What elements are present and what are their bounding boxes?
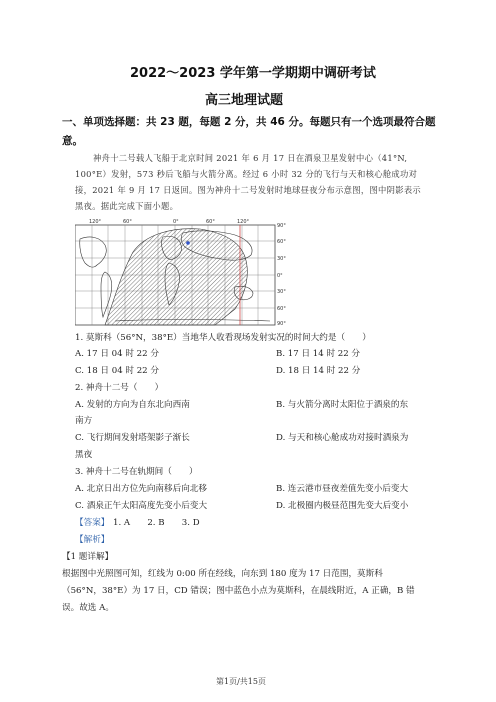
passage-line: 黑夜。据此完成下面小题。 [75, 201, 179, 211]
lat-label: 30° [277, 289, 286, 295]
q3-option-b: B. 连云港市昼夜差值先变小后变大 [276, 484, 409, 494]
day-night-map [75, 217, 287, 327]
lat-label: 60° [277, 239, 286, 245]
q2-option-b: B. 与火箭分离时太阳位于酒泉的东 [276, 400, 409, 410]
q3-option-a: A. 北京日出方位先向南移后向北移 [75, 484, 207, 494]
lon-label: 120° [89, 219, 102, 225]
q1-option-c: C. 18 日 04 时 22 分 [75, 366, 159, 376]
answer-label: 【答案】 [75, 518, 110, 528]
lat-label: 90° [277, 223, 286, 229]
q3-option-c: C. 酒泉正午太阳高度先变小后变大 [75, 501, 208, 511]
question-3-stem: 3. 神舟十二号在轨期间（ ） [75, 467, 198, 477]
q2-option-d-cont: 黑夜 [75, 450, 93, 460]
exam-title: 2022～2023 学年第一学期期中调研考试 [130, 66, 376, 81]
passage-line: 接，2021 年 9 月 17 日返回。图为神舟十二号发射时地球昼夜分布示意图，图中阴影表示 [75, 185, 422, 195]
top-labels [89, 219, 250, 225]
lon-label: 120° [237, 219, 250, 225]
analysis-line: 根据图中光照图可知，红线为 0:00 所在经线，向东到 180 度为 17 日范围，莫斯科 [62, 569, 383, 579]
analysis-line: （56°N，38°E）为 17 日，CD 错误；图中蓝色小点为莫斯科，在晨线附近，A 正确，B 错 [62, 586, 415, 596]
moscow-dot [186, 241, 190, 245]
q2-option-c: C. 飞行期间发射塔架影子渐长 [75, 433, 190, 443]
right-labels [277, 223, 286, 327]
q1-option-a: A. 17 日 04 时 22 分 [75, 349, 159, 359]
q2-option-d: D. 与天和核心舱成功对接时酒泉为 [276, 433, 409, 443]
passage-line: 100°E）发射，573 秒后飞船与火箭分离。经过 6 小时 32 分的飞行与天和核心舱成功对 [75, 169, 418, 179]
lat-label: 60° [277, 306, 286, 312]
q2-option-b-cont: 南方 [75, 416, 93, 426]
q1-option-d: D. 18 日 14 时 22 分 [276, 366, 361, 376]
answer-text: 1. A 2. B 3. D [113, 518, 200, 528]
lat-label: 0° [277, 273, 283, 279]
lon-label: 60° [123, 219, 132, 225]
lat-label: 90° [277, 321, 286, 327]
question-2-stem: 2. 神舟十二号（ ） [75, 383, 164, 393]
analysis-label: 【解析】 [75, 535, 110, 545]
question-1-stem: 1. 莫斯科（56°N，38°E）当地华人收看现场发射实况的时间大约是（ ） [75, 333, 371, 343]
q2-option-a: A. 发射的方向为自东北向西南 [75, 400, 190, 410]
lat-label: 30° [277, 256, 286, 262]
exam-subtitle: 高三地理试题 [205, 93, 284, 108]
lon-label: 60° [206, 219, 215, 225]
analysis-line: 误。故选 A。 [62, 603, 114, 613]
lon-label: 0° [173, 219, 179, 225]
section-heading-cont: 意。 [62, 135, 83, 147]
map-svg [75, 217, 287, 327]
q3-option-d: D. 北极圈内极昼范围先变大后变小 [276, 501, 409, 511]
q1-option-b: B. 17 日 14 时 22 分 [276, 349, 361, 359]
section-heading: 一、单项选择题：共 23 题，每题 2 分，共 46 分。每题只有一个选项最符合题 [62, 116, 436, 128]
page-number: 第1页/共15页 [216, 677, 266, 686]
q1-analysis-heading: 【1 题详解】 [62, 552, 114, 562]
passage-line: 神舟十二号载人飞船于北京时间 2021 年 6 月 17 日在酒泉卫星发射中心（41°N, [93, 153, 408, 163]
